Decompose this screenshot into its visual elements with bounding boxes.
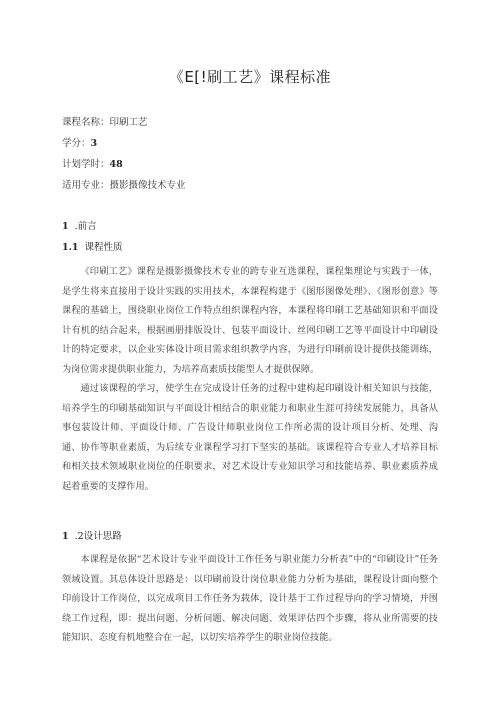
course-name-label: 课程名称： bbox=[62, 117, 110, 128]
hours-label: 计划学时： bbox=[62, 159, 110, 170]
major-label: 适用专业： bbox=[62, 180, 110, 191]
paragraph-learning-goals: 通过该课程的学习，使学生在完成设计任务的过程中建构起印刷设计相关知识与技能，培养学生的印刷基础知识与平面设计相结合的职业能力和职业生涯可持续发展能力，具备从事包装设计师、平面设计师、广告设计师职业岗位工作所必需的设计项目分析、处理、沟通、协作等职业素质，为后续专业课程学习打下坚实的基础。该课程符合专业人才培养目标和相关技术领域职业岗位的任职要求，对艺术设计专业知识学习和技能培养、职业素质养成起着重要的支撑作用。 bbox=[62, 383, 438, 492]
section-heading-design-approach bbox=[62, 528, 122, 542]
credits-label: 学分： bbox=[62, 138, 91, 149]
major-value: 摄影摄像技术专业 bbox=[109, 180, 186, 191]
course-info bbox=[62, 112, 186, 196]
hours-value: 48 bbox=[109, 159, 123, 170]
section-number: 1 bbox=[62, 221, 69, 232]
paragraph-course-nature: 《印刷工艺》课程是摄影摄像技术专业的跨专业互选课程，课程集理论与实践于一体，是学生将来直接用于设计实践的实用技术，本课程构建于《图形图像处理》、《图形创意》等课程的基础上，围绕职业岗位工作特点组织课程内容，本课程将印刷工艺基础知识和平面设计有机的结合起来，根据画册排版设计、包装平面设计、丝网印刷工艺等平面设计中印刷设计的特定要求，以企业实体设计项目需求组织教学内容，为进行印刷前设计提供技能训练，为岗位需求提供职业能力，为培养高素质技能型人才提供保障。 bbox=[62, 266, 438, 375]
paragraph-design-approach: 本课程是依据“艺术设计专业平面设计工作任务与职业能力分析表”中的“印刷设计”任务领域设置。其总体设计思路是：以印刷前设计岗位职业能力分析为基础，课程设计面向整个印前设计工作岗位，以完成项目工作任务为载体，设计基于工作过程导向的学习情境，并围绕工作过程，即：提出问题、分析问题、解决问题、效果评估四个步骤，将从业所需要的技能知识、态度有机地整合在一起，以切实培养学生的职业岗位技能。 bbox=[62, 554, 438, 644]
section-number: 1.1 bbox=[62, 242, 79, 253]
section-number: 1 bbox=[62, 531, 69, 542]
course-name-value: 印刷工艺 bbox=[109, 117, 148, 128]
course-name-line bbox=[62, 112, 186, 133]
credits-line bbox=[62, 133, 186, 154]
section-title: 课程性质 bbox=[84, 242, 123, 253]
hours-line bbox=[62, 154, 186, 175]
section-heading-preface bbox=[62, 218, 97, 232]
document-title: 《E[!刷工艺》课程标准 bbox=[168, 68, 332, 86]
section-title: .前言 bbox=[74, 221, 97, 232]
section-title: .2设计思路 bbox=[74, 531, 122, 542]
major-line bbox=[62, 175, 186, 196]
credits-value: 3 bbox=[90, 138, 98, 149]
section-heading-course-nature bbox=[62, 239, 123, 253]
